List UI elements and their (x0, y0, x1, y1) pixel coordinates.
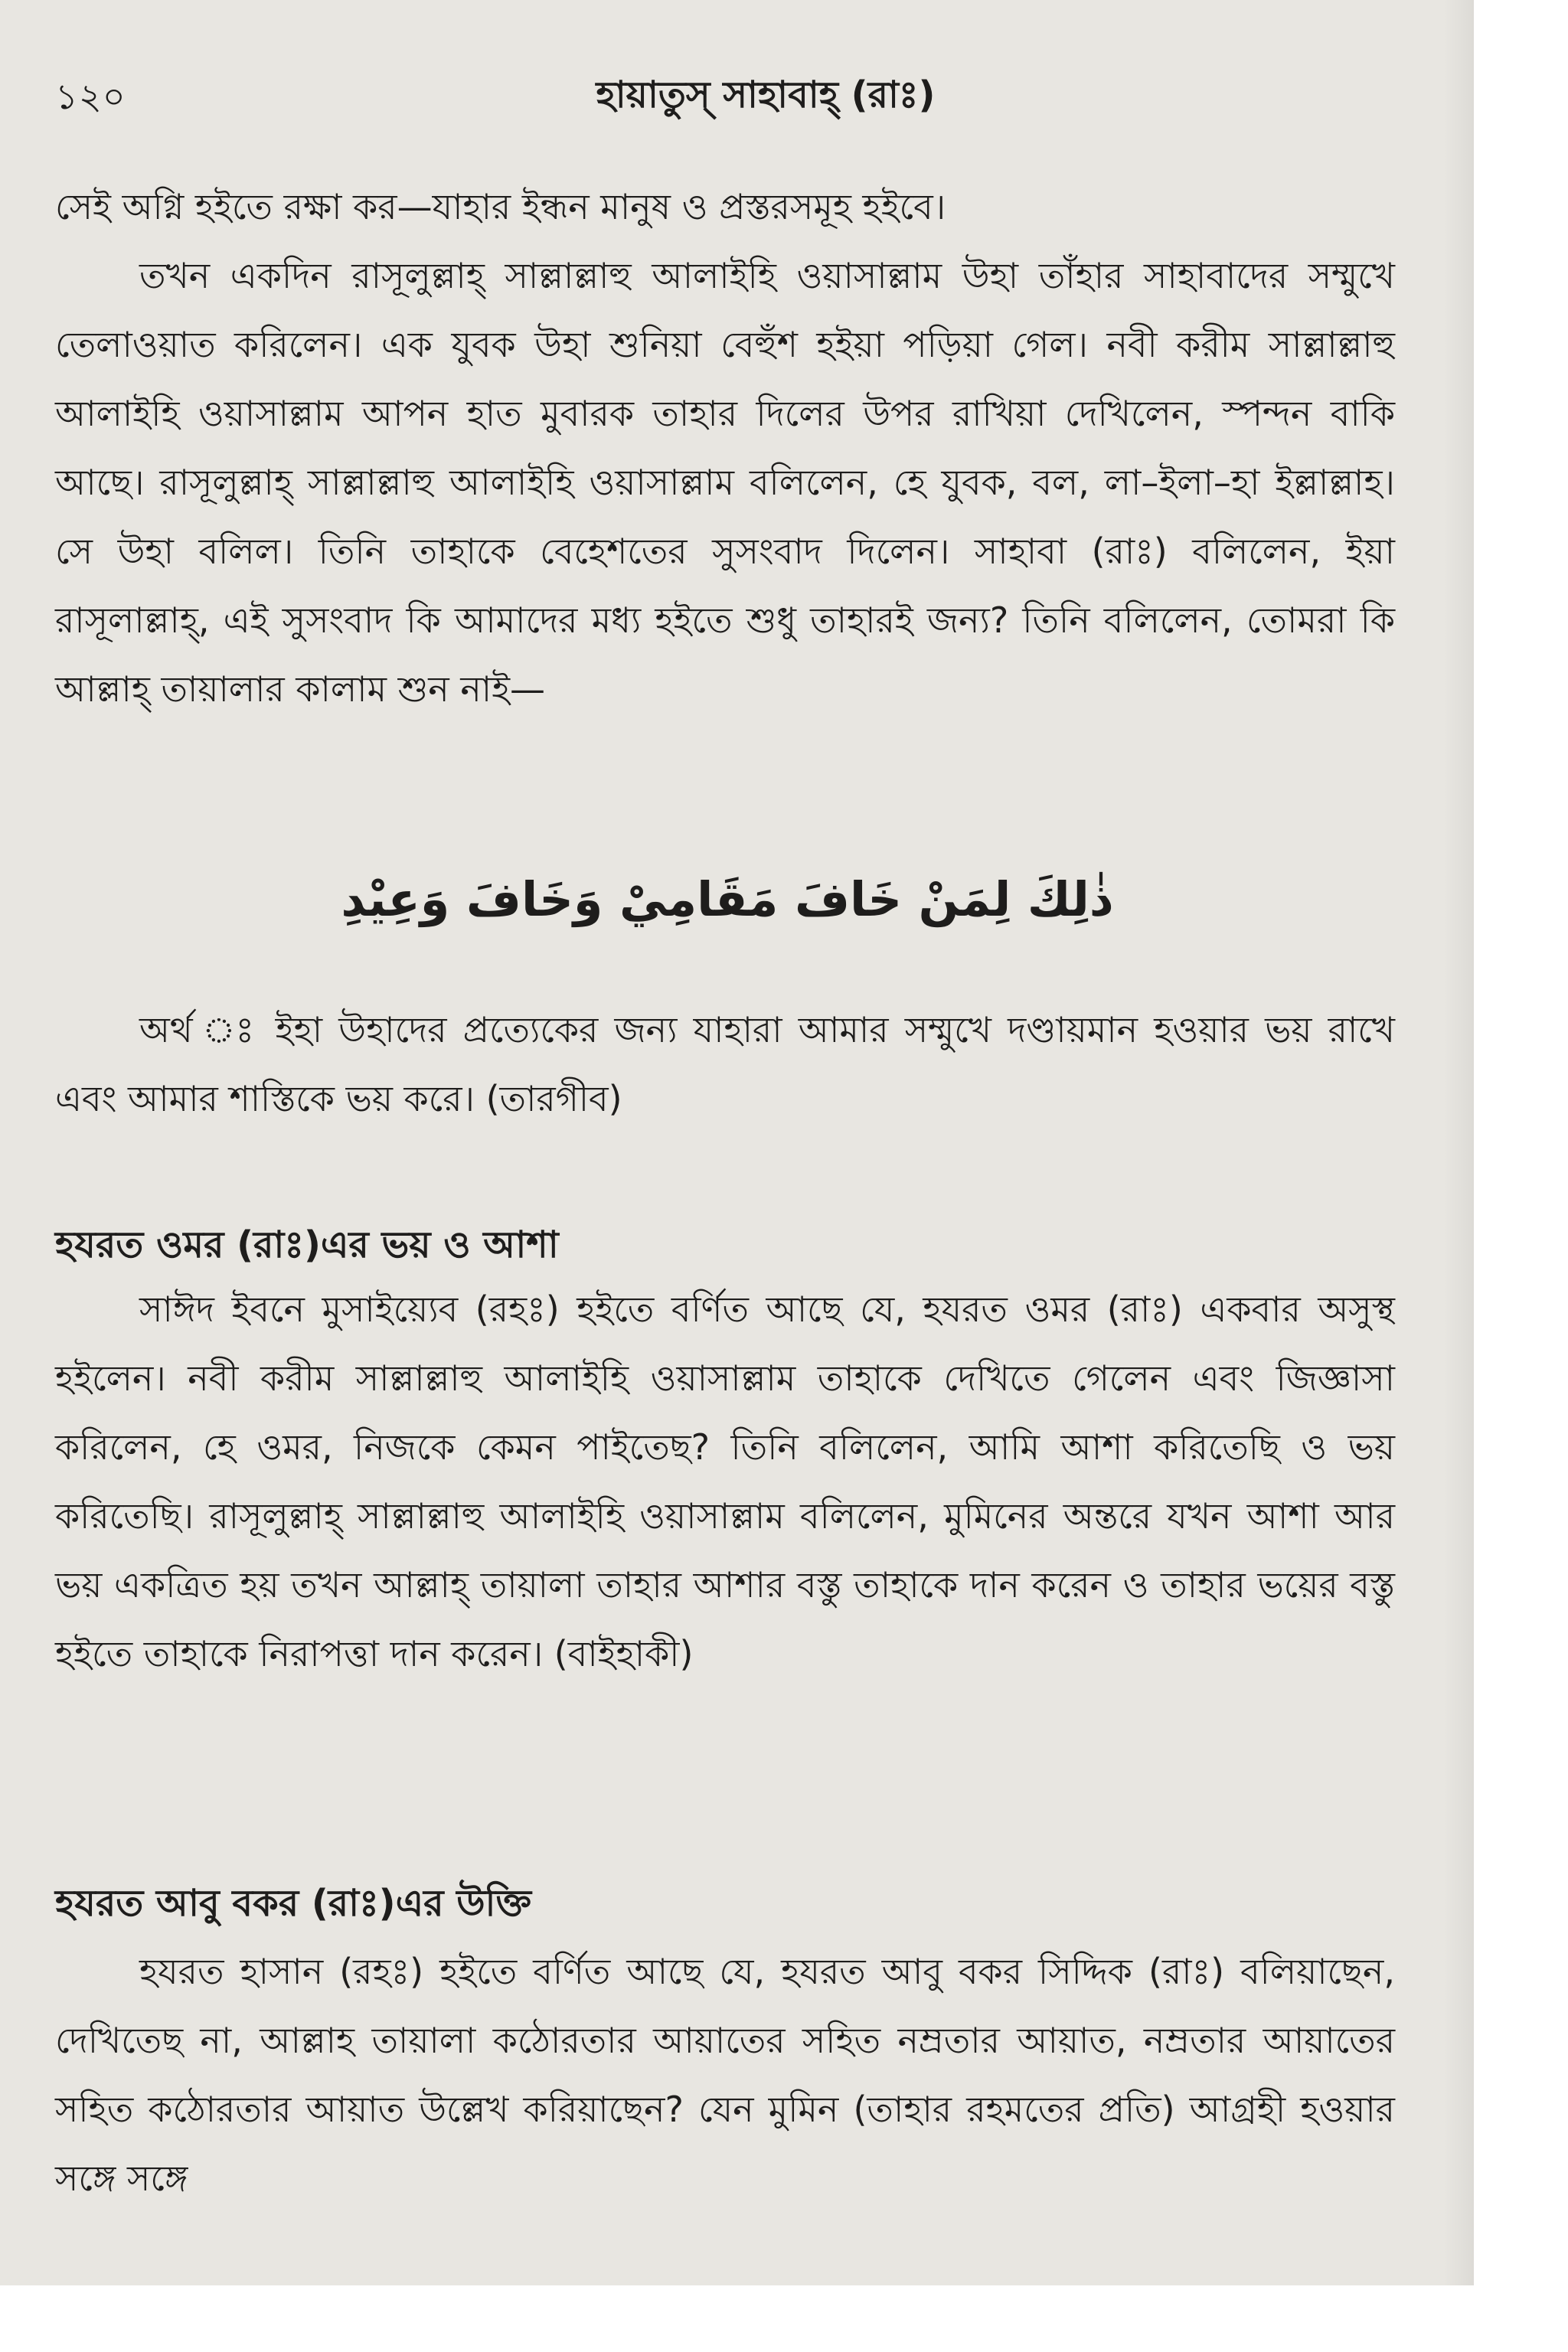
section-heading-umar: হযরত ওমর (রাঃ)এর ভয় ও আশা (55, 1223, 559, 1266)
intro-paragraph: তখন একদিন রাসূলুল্লাহ্ সাল্লাল্লাহু আলাইহি ওয়াসাল্লাম উহা তাঁহার সাহাবাদের সম্মুখে তেলাওয়াত করিলেন। এক যুবক উহা শুনিয়া বেহুঁশ হইয়া পড়িয়া গেল। নবী করীম সাল্লাল্লাহু আলাইহি ওয়াসাল্লাম আপন হাত মুবারক তাহার দিলের উপর রাখিয়া দেখিলেন, স্পন্দন বাকি আছে। রাসূলুল্লাহ্ সাল্লাল্লাহু আলাইহি ওয়াসাল্লাম বলিলেন, হে যুবক, বল, লা–ইলা–হা ইল্লাল্লাহ। সে উহা বলিল। তিনি তাহাকে বেহেশতের সুসংবাদ দিলেন। সাহাবা (রাঃ) বলিলেন, ইয়া রাসূলাল্লাহ্, এই সুসংবাদ কি আমাদের মধ্য হইতে শুধু তাহারই জন্য? তিনি বলিলেন, তোমরা কি আল্লাহ্ তায়ালার কালাম শুন নাই— (55, 255, 1395, 710)
running-header: হায়াতুস্ সাহাবাহ্ (রাঃ) (596, 74, 936, 116)
abubakr-block (55, 1937, 1395, 2213)
arabic-verse: ذٰلِكَ لِمَنْ خَافَ مَقَامِيْ وَخَافَ وَعِيْدِ (341, 871, 1114, 927)
verse-meaning: অর্থ ঃ ইহা উহাদের প্রত্যেকের জন্য যাহারা আমার সম্মুখে দণ্ডায়মান হওয়ার ভয় রাখে এবং আমার শাস্তিকে ভয় করে। (তারগীব) (55, 1009, 1395, 1119)
page-number: ১২০ (55, 76, 126, 117)
section-heading-abubakr: হযরত আবু বকর (রাঃ)এর উক্তি (55, 1882, 531, 1925)
umar-paragraph: সাঈদ ইবনে মুসাইয়্যেব (রহঃ) হইতে বর্ণিত আছে যে, হযরত ওমর (রাঃ) একবার অসুস্থ হইলেন। নবী করীম সাল্লাল্লাহু আলাইহি ওয়াসাল্লাম তাহাকে দেখিতে গেলেন এবং জিজ্ঞাসা করিলেন, হে ওমর, নিজকে কেমন পাইতেছ? তিনি বলিলেন, আমি আশা করিতেছি ও ভয় করিতেছি। রাসূলুল্লাহ্ সাল্লাল্লাহু আলাইহি ওয়াসাল্লাম বলিলেন, মুমিনের অন্তরে যখন আশা আর ভয় একত্রিত হয় তখন আল্লাহ্ তায়ালা তাহার আশার বস্তু তাহাকে দান করেন ও তাহার ভয়ের বস্তু হইতে তাহাকে নিরাপত্তা দান করেন। (বাইহাকী) (55, 1289, 1395, 1674)
umar-block (55, 1275, 1395, 1688)
page-edge-shadow (1443, 0, 1474, 2285)
meaning-block (55, 995, 1395, 1133)
continuation-line: সেই অগ্নি হইতে রক্ষা কর—যাহার ইন্ধন মানুষ ও প্রস্তরসমূহ হইবে। (55, 186, 946, 227)
intro-block (55, 172, 1395, 724)
abubakr-paragraph: হযরত হাসান (রহঃ) হইতে বর্ণিত আছে যে, হযরত আবু বকর সিদ্দিক (রাঃ) বলিয়াছেন, দেখিতেছ না, আল্লাহ তায়ালা কঠোরতার আয়াতের সহিত নম্রতার আয়াত, নম্রতার আয়াতের সহিত কঠোরতার আয়াত উল্লেখ করিয়াছেন? যেন মুমিন (তাহার রহমতের প্রতি) আগ্রহী হওয়ার সঙ্গে সঙ্গে (55, 1951, 1395, 2199)
